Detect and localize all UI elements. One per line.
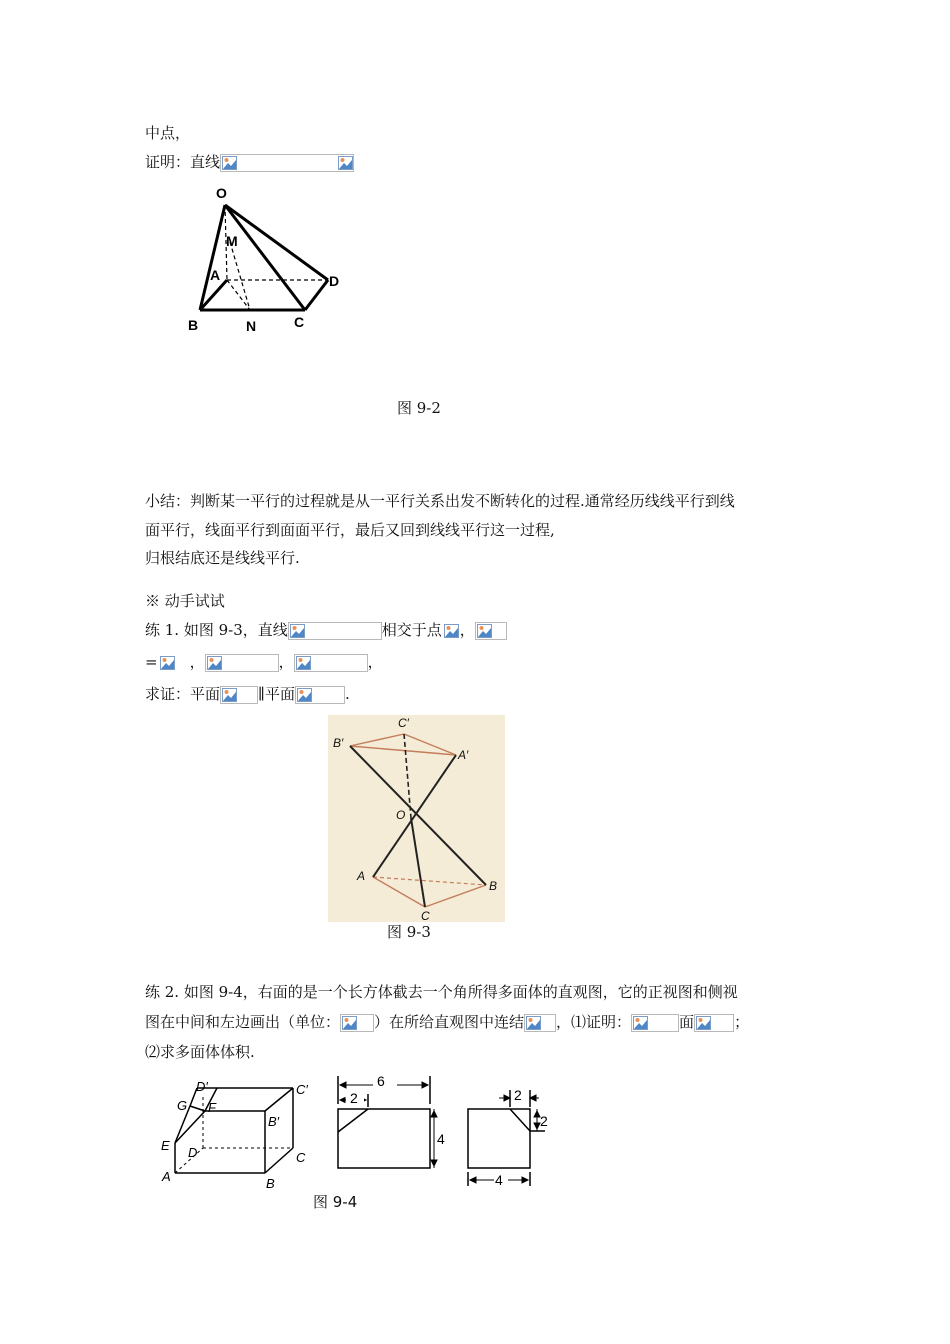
dim-4-side: 4 [495,1172,503,1188]
text-midpoint: 中点， [145,124,191,142]
label-D-prime: D′ [196,1079,208,1094]
label-N: N [246,318,257,334]
proof-prefix: 证明：直线 [145,153,221,171]
label-C-prime: C′ [296,1082,308,1097]
label-E: E [161,1138,170,1153]
figure-9-4-front-view [333,1074,453,1174]
label-B-prime: B′ [333,736,344,750]
label-A: A [357,869,366,883]
label-A: A [162,1169,171,1184]
figure-9-2-caption: 图 9-2 [397,399,441,417]
formula-placeholder [294,654,368,672]
broken-image-icon [297,688,312,702]
summary-line-3: 归根结底还是线线平行. [145,549,300,567]
label-O: O [216,185,227,201]
formula-placeholder [220,154,354,172]
label-A-prime: A′ [458,748,469,762]
broken-image-icon [338,156,353,170]
broken-image-icon [696,1016,711,1030]
broken-image-icon [207,656,222,670]
broken-image-icon [296,656,311,670]
label-A: A [210,267,221,283]
proof-line [145,152,354,172]
label-B: B [489,879,498,893]
broken-image-icon [160,656,175,670]
ex1-comma: ， [459,621,475,639]
dim-4-front: 4 [437,1131,445,1147]
figure-9-4-side-view [463,1086,573,1190]
label-C: C [296,1150,306,1165]
label-D: D [329,273,340,289]
label-O: O [396,808,406,822]
dim-2-front: 2 [350,1090,358,1106]
broken-image-icon [526,1016,541,1030]
dim-2-side-right: 2 [540,1113,548,1129]
formula-placeholder [158,654,190,672]
label-D: D [188,1145,198,1160]
formula-placeholder [694,1014,734,1032]
ex2-face: 面 [679,1013,695,1031]
figure-9-3-caption: 图 9-3 [387,923,431,941]
figure-9-4-perspective [160,1078,320,1192]
ex2-connect: ）在所给直观图中连结 [374,1013,525,1031]
formula-placeholder [524,1014,556,1032]
ex1-period: . [344,685,350,703]
ex1-comma-4: ， [367,653,383,671]
label-B: B [188,317,199,333]
figure-9-4-caption: 图 9-4 [313,1193,358,1211]
exercise-1-line-3 [145,684,350,704]
formula-placeholder [205,654,279,672]
formula-placeholder [295,686,345,704]
ex1-comma-3: ， [278,653,294,671]
formula-placeholder [475,622,507,640]
formula-placeholder [631,1014,679,1032]
broken-image-icon [222,688,237,702]
formula-placeholder [442,622,460,640]
ex2-prove: ，⑴证明： [556,1013,632,1031]
exercise-2-line-3: ⑵求多面体体积. [145,1043,255,1061]
ex1-parallel: ∥平面 [258,685,295,703]
figure-9-3-double-pyramid [328,715,505,922]
broken-image-icon [633,1016,648,1030]
ex1-mid: 相交于点 [381,621,442,639]
ex2-prefix: 图在中间和左边画出（单位： [145,1013,341,1031]
practice-heading: ※ 动手试试 [145,592,225,610]
summary-line-2: 面平行，线面平行到面面平行，最后又回到线线平行这一过程, [145,521,555,539]
summary-line-1: 小结：判断某一平行的过程就是从一平行关系出发不断转化的过程.通常经历线线平行到线 [145,492,735,510]
label-C: C [421,909,430,922]
label-F: F [208,1100,216,1115]
exercise-2-line-1: 练 2. 如图 9-4，右面的是一个长方体截去一个角所得多面体的直观图，它的正视图和侧视 [145,983,738,1001]
ex1-eq: = [145,653,158,671]
label-C: C [294,314,305,330]
exercise-2-line-2 [145,1012,749,1032]
exercise-1-line-2 [145,652,383,672]
dim-2-side-top: 2 [514,1087,522,1103]
formula-placeholder [220,686,258,704]
dim-6: 6 [377,1074,385,1089]
formula-placeholder [340,1014,374,1032]
label-B-prime: B′ [268,1114,280,1129]
broken-image-icon [342,1016,357,1030]
figure-9-2-pyramid [180,180,360,340]
ex2-semicolon: ； [734,1013,750,1031]
label-G: G [177,1098,188,1113]
ex1-prefix: 练 1. 如图 9-3，直线 [145,621,288,639]
broken-image-icon [444,624,459,638]
exercise-1-line-1 [145,620,507,640]
broken-image-icon [290,624,305,638]
ex1-comma-2: ， [189,653,205,671]
label-M: M [226,233,238,249]
label-B: B [266,1176,275,1191]
label-C-prime: C′ [398,716,409,730]
broken-image-icon [222,156,237,170]
ex1-prove-prefix: 求证：平面 [145,685,221,703]
broken-image-icon [477,624,492,638]
formula-placeholder [288,622,382,640]
